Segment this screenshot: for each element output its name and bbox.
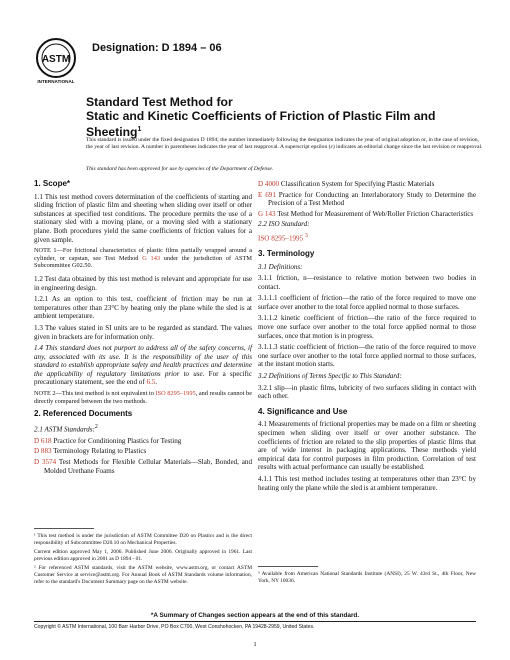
ref-d3574: D 3574 Test Methods for Flexible Cellular Materials—Slab, Bonded, and Molded Urethane Foams — [34, 457, 252, 475]
ref-e691: E 691 Practice for Conducting an Interlaboratory Study to Determine the Precision of a Test Method — [258, 190, 476, 208]
footnote-rule — [258, 566, 318, 567]
link-d883[interactable]: D 883 — [34, 447, 52, 456]
summary-of-changes-note: *A Summary of Changes section appears at the end of this standard. — [150, 612, 360, 619]
para-3-1: 3.1 Definitions: — [258, 262, 303, 271]
page-number: 1 — [253, 641, 257, 648]
title-line-1: Standard Test Method for — [86, 95, 233, 109]
link-g143-ref[interactable]: G 143 — [258, 209, 276, 218]
para-1-2: 1.2 Test data obtained by this test method is relevant and appropriate for use in engineering design. — [34, 274, 252, 292]
para-3-1-1-1: 3.1.1.1 coefficient of friction—the ratio of the force required to move one surface over another to the total force applied normal to those surfaces. — [258, 294, 476, 311]
svg-text:ASTM: ASTM — [41, 54, 71, 65]
title-line-3: Sheeting$^1$ — [86, 125, 142, 140]
designation: Designation: D 1894 – 06 — [92, 42, 222, 54]
link-iso8295-ref[interactable]: ISO 8295–1995 — [258, 234, 304, 243]
para-1-1: 1.1 This test method covers determination of the coefficients of starting and sliding friction of plastic film and sheeting when sliding over itself or other substances at specified test conditions. The procedure permits the use of a stationary sled with a moving plane, or a moving sled with a stationary plane. Both procedures yield the same coefficients of friction values for a given sample. — [34, 192, 252, 244]
para-2-2: 2.2 ISO Standard: — [258, 220, 310, 229]
right-column — [258, 180, 476, 495]
note-2: NOTE 2—This test method is not equivalent to ISO 8295–1995, and results cannot be directly compared between the two methods. — [34, 390, 252, 405]
document-title — [86, 95, 476, 139]
para-1-2-1: 1.2.1 As an option to this test, coefficient of friction may be run at temperatures other than 23°C by heating only the plane while the sled is at ambient temperature. — [34, 295, 252, 321]
para-2-1: 2.1 ASTM Standards:$^2$ — [34, 423, 98, 434]
ref-d618: D 618 Practice for Conditioning Plastics for Testing — [34, 436, 182, 445]
link-e691[interactable]: E 691 — [258, 190, 276, 199]
footnote-2: ² For referenced ASTM standards, visit the ASTM website, www.astm.org, or contact ASTM Customer Service at service@astm.org. For Annual Book of ASTM Standards volume information, refer to the standard's Document Summary page on the ASTM website. — [34, 565, 252, 585]
link-d4000[interactable]: D 4000 — [258, 180, 280, 188]
copyright-line: Copyright © ASTM International, 100 Barr Harbor Drive, PO Box C700, West Conshohocken, PA 19428-2959, United States. — [34, 624, 315, 630]
footnote-rule — [34, 528, 94, 529]
section-scope-heading: 1. Scope* — [34, 179, 71, 188]
para-3-2-1: 3.2.1 slip—in plastic films, lubricity of two surfaces sliding in contact with each other. — [258, 383, 476, 401]
ref-d883: D 883 Terminology Relating to Plastics — [34, 447, 147, 456]
link-iso8295[interactable]: ISO 8295–1995 — [155, 390, 196, 398]
para-3-1-1: 3.1.1 friction, n—resistance to relative motion between two bodies in contact. — [258, 274, 476, 291]
para-1-3: 1.3 The values stated in SI units are to be regarded as standard. The values given in brackets are for information only. — [34, 323, 252, 341]
para-1-4: 1.4 This standard does not purport to address all of the safety concerns, if any, associated with its use. It is the responsibility of the user of this standard to establish appropriate safety and health practices and determine the applicability of regulatory limitations prior to use. For a specific precautionary statement, see the end of 6.5. — [34, 344, 252, 387]
footnote-1: ¹ This test method is under the jurisdiction of ASTM Committee D20 on Plastics and is the direct responsibility of Subcommittee D20.10 on Mechanical Properties. — [34, 533, 252, 546]
issued-statement: This standard is issued under the fixed designation D 1894; the number immediately following the designation indicates the year of original adoption or, in the case of revision, the year of last revision. A number in parentheses indicates the year of last reapproval. A superscript epsilon (ε) indicates an editorial change since the last revision or reapproval. — [86, 137, 483, 151]
para-3-2: 3.2 Definitions of Terms Specific to This Standard: — [258, 372, 402, 381]
para-3-1-1-2: 3.1.1.2 kinetic coefficient of friction—the ratio of the force required to move one surface over another to the total force applied normal to those surfaces, once that motion is in progress. — [258, 314, 476, 340]
section-refdocs-heading: 2. Referenced Documents — [34, 409, 133, 419]
logo-text: INTERNATIONAL — [37, 79, 75, 84]
link-g143[interactable]: G 143 — [142, 254, 161, 262]
title-footnote-ref: 1 — [137, 126, 142, 133]
para-4-1: 4.1 Measurements of frictional properties may be made on a film or sheeting specimen when sliding over itself or over another substance. The coefficients of friction are related to the slip properties of plastic films that are of wide interest in packaging applications. These methods yield empirical data for control purposes in film production. Correlation of test results with actual performance can usually be established. — [258, 420, 476, 472]
left-column — [34, 180, 252, 477]
note-1: NOTE 1—For frictional characteristics of plastic films partially wrapped around a cylinder, or capstan, see Test Method G 143 under the jurisdiction of ASTM Subcommittee G02.50. — [34, 247, 253, 270]
footnotes-left — [34, 528, 252, 588]
footer-divider — [34, 621, 476, 622]
footnote-1b: Current edition approved May 1, 2006. Published June 2006. Originally approved in 1961. Last previous edition approved in 2001 as D 1894 - 01. — [34, 549, 252, 562]
section-significance-heading: 4. Significance and Use — [258, 406, 348, 416]
title-line-2: Static and Kinetic Coefficients of Friction of Plastic Film and — [86, 109, 436, 123]
footnotes-right — [258, 566, 476, 587]
link-6-5[interactable]: 6.5 — [146, 378, 156, 387]
para-4-1-1: 4.1.1 This test method includes testing at temperatures other than 23°C by heating only the plane while the sled is at ambient temperature. — [258, 474, 476, 492]
footnote-3: ³ Available from American National Standards Institute (ANSI), 25 W. 43rd St., 4th Floor, New York, NY 10036. — [258, 571, 476, 584]
dod-approval: This standard has been approved for use by agencies of the Department of Defense. — [86, 166, 274, 172]
link-d3574[interactable]: D 3574 — [34, 457, 57, 466]
section-terminology-heading: 3. Terminology — [258, 248, 315, 258]
astm-logo — [34, 38, 78, 84]
link-d618[interactable]: D 618 — [34, 436, 52, 445]
ref-d4000: D 4000 Classification System for Specifying Plastic Materials — [258, 180, 435, 188]
para-3-1-1-3: 3.1.1.3 static coefficient of friction—the ratio of the force required to move one surface over another to the total force applied normal to those surfaces, at the instant motion starts. — [258, 343, 476, 369]
ref-iso8295: ISO 8295–1995 $^3$ — [258, 232, 308, 243]
ref-g143: G 143 Test Method for Measurement of Web/Roller Friction Characteristics — [258, 209, 474, 218]
